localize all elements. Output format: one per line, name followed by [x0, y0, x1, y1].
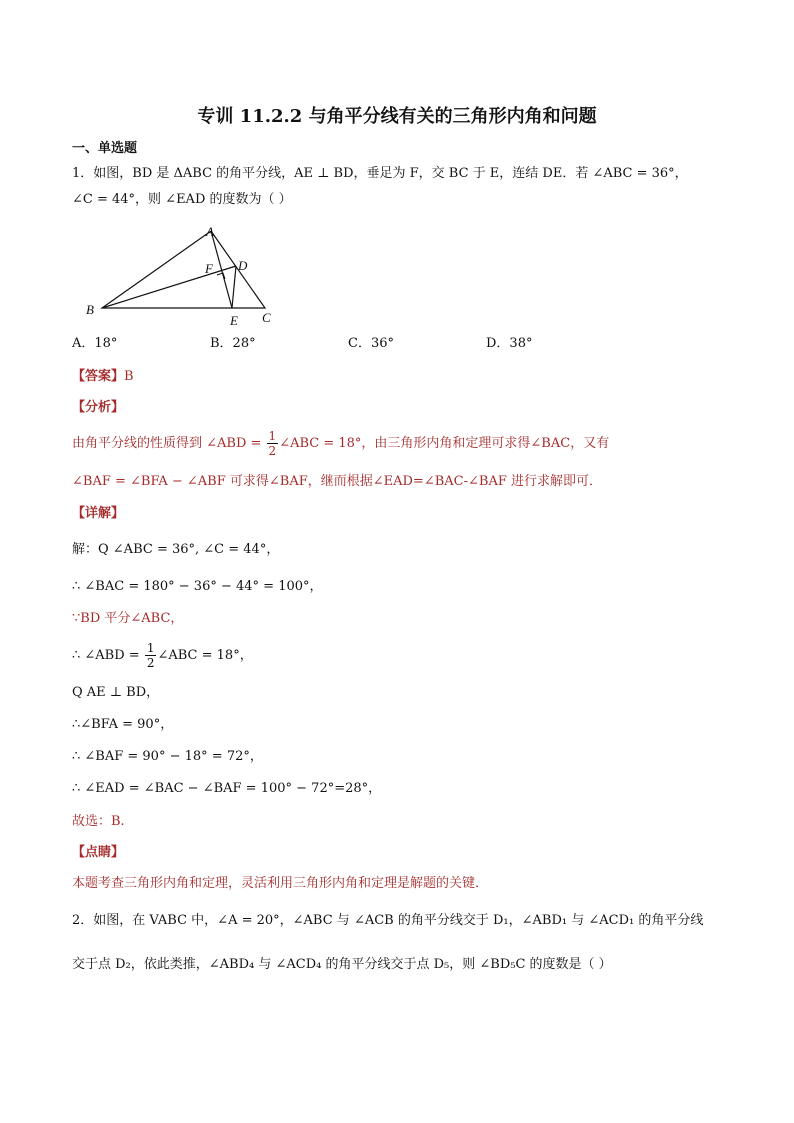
step-5: Q AE ⊥ BD， — [72, 685, 160, 700]
step-4 — [72, 642, 253, 670]
analysis-fraction — [267, 430, 279, 457]
step-4-text-2: ∠ABC = 18°， — [157, 648, 253, 663]
segment-bd — [102, 266, 236, 308]
step-4-text-1: ∴ ∠ABD = — [72, 648, 144, 663]
analysis-line2: ∠BAF = ∠BFA − ∠ABF 可求得∠BAF，继而根据∠EAD=∠BAC-∠BAF 进行求解即可． — [72, 474, 602, 489]
detail-tag: 【详解】 — [72, 506, 125, 521]
option-d: D．38° — [486, 336, 533, 351]
option-c: C．36° — [348, 336, 394, 351]
label-d: D — [238, 258, 248, 273]
option-a: A．18° — [72, 336, 118, 351]
option-b: B．28° — [210, 336, 256, 351]
step-4-numerator: 1 — [146, 641, 155, 655]
q1-stem-line2: ∠C = 44°，则 ∠EAD 的度数为（ ） — [72, 192, 292, 207]
label-e: E — [230, 313, 238, 328]
label-a: A — [206, 224, 214, 239]
step-6: ∴∠BFA = 90°， — [72, 717, 174, 732]
answer-value: B — [124, 369, 134, 384]
label-c: C — [262, 310, 271, 325]
analysis-text-2: ∠ABC = 18°，由三角形内角和定理可求得∠BAC，又有 — [279, 436, 610, 451]
q2-stem-line2: 交于点 D₂，依此类推，∠ABD₄ 与 ∠ACD₄ 的角平分线交于点 D₅，则 ∠BD₅C 的度数是（ ） — [72, 957, 612, 972]
step-4-denominator: 2 — [146, 656, 155, 670]
segment-de — [232, 266, 236, 308]
comment-text: 本题考查三角形内角和定理，灵活利用三角形内角和定理是解题的关键． — [72, 876, 489, 891]
step-7: ∴ ∠BAF = 90° − 18° = 72°， — [72, 749, 263, 764]
analysis-tag: 【分析】 — [72, 400, 125, 415]
step-2: ∴ ∠BAC = 180° − 36° − 44° = 100°， — [72, 579, 323, 594]
page-title: 专训 11.2.2 与角平分线有关的三角形内角和问题 — [197, 106, 597, 127]
section-heading: 一、单选题 — [72, 141, 138, 156]
step-9: 故选：B. — [72, 814, 125, 829]
answer-tag: 【答案】 — [72, 369, 125, 384]
step-1: 解：Q ∠ABC = 36°, ∠C = 44°， — [72, 542, 280, 557]
analysis-text-1: 由角平分线的性质得到 ∠ABD = — [72, 436, 266, 451]
label-f: F — [205, 261, 213, 276]
label-b: B — [86, 302, 94, 317]
fraction-numerator: 1 — [268, 429, 277, 443]
comment-tag: 【点睛】 — [72, 845, 125, 860]
step-8: ∴ ∠EAD = ∠BAC − ∠BAF = 100° − 72°=28°， — [72, 781, 382, 796]
analysis-line1 — [72, 430, 609, 458]
step-3: ∵BD 平分∠ABC， — [72, 611, 184, 626]
segment-ae — [211, 231, 232, 308]
answer-line — [72, 370, 134, 383]
fraction-denominator: 2 — [268, 444, 277, 458]
q1-stem-line1: 1．如图，BD 是 ΔABC 的角平分线，AE ⊥ BD，垂足为 F，交 BC 于 E，连结 DE．若 ∠ABC = 36°， — [72, 166, 688, 181]
step-4-fraction — [145, 642, 157, 669]
triangle-figure — [84, 222, 284, 332]
q2-stem-line1: 2．如图，在 VABC 中，∠A = 20°，∠ABC 与 ∠ACB 的角平分线交于 D₁，∠ABD₁ 与 ∠ACD₁ 的角平分线 — [72, 913, 704, 928]
